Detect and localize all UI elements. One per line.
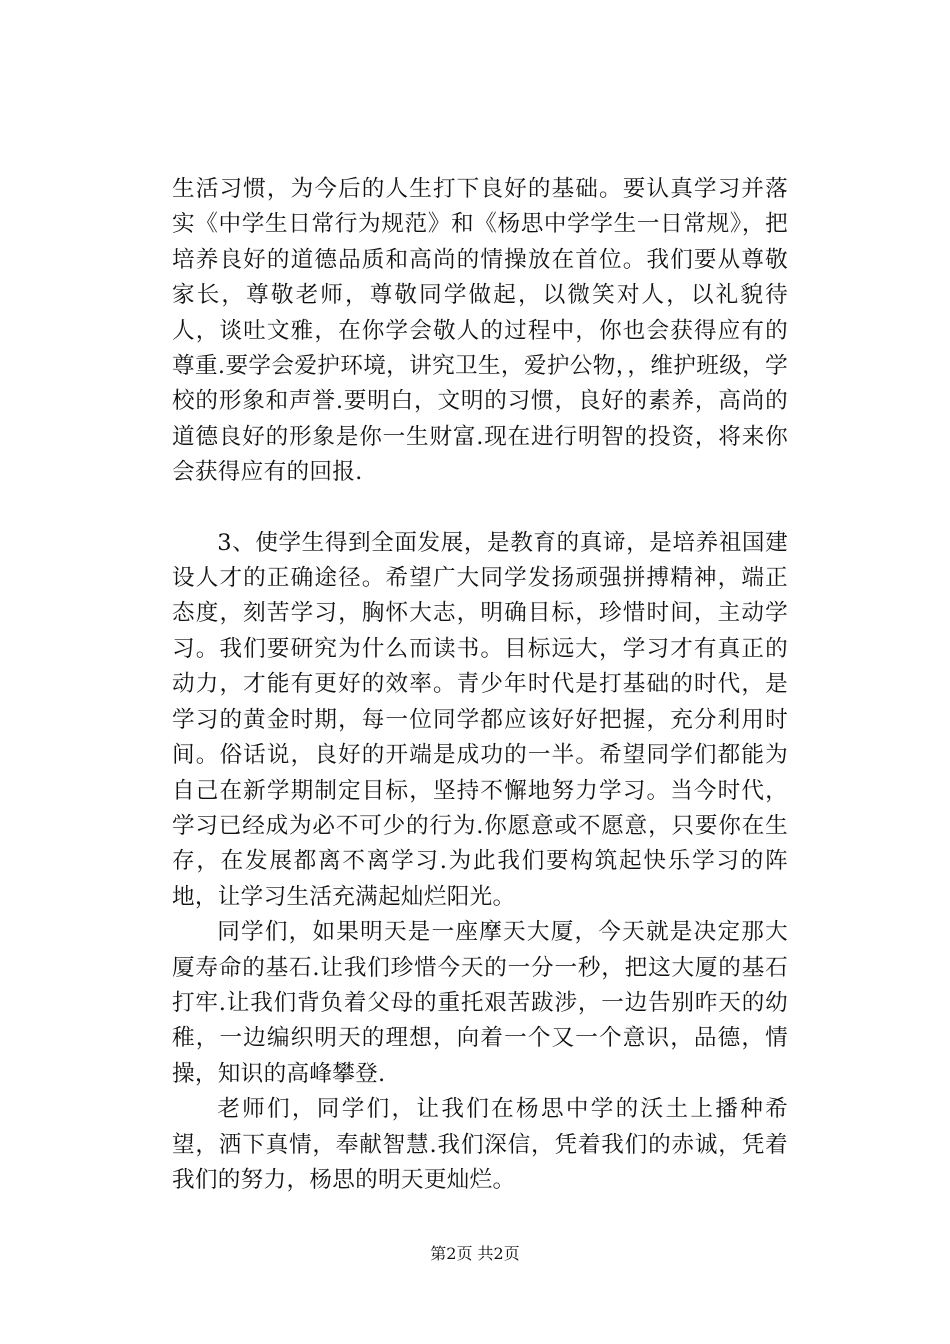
- paragraph-habits: 生活习惯，为今后的人生打下良好的基础。要认真学习并落实《中学生日常行为规范》和《杨思中学学生一日常规》，把培养良好的道德品质和高尚的情操放在首位。我们要从尊敬家长，尊敬老师，尊敬同学做起，以微笑对人，以礼貌待人，谈吐文雅，在你学会敬人的过程中，你也会获得应有的尊重.要学会爱护环境，讲究卫生，爱护公物，，维护班级，学校的形象和声誉.要明白，文明的习惯，良好的素养，高尚的道德良好的形象是你一生财富.现在进行明智的投资，将来你会获得应有的回报.: [172, 176, 788, 486]
- paragraph-closing: 老师们，同学们，让我们在杨思中学的沃土上播种希望，洒下真情，奉献智慧.我们深信，凭着我们的赤诚，凭着我们的努力，杨思的明天更灿烂。: [172, 1096, 788, 1193]
- page-number-footer: 第2页 共2页: [430, 1244, 520, 1263]
- paragraph-gap: [172, 491, 788, 526]
- paragraph-tomorrow: 同学们，如果明天是一座摩天大厦，今天就是决定那大厦寿命的基石.让我们珍惜今天的一分一秒，把这大厦的基石打牢.让我们背负着父母的重托艰苦跋涉，一边告别昨天的幼稚，一边编织明天的理想，向着一个又一个意识，品德，情操，知识的高峰攀登.: [172, 919, 788, 1087]
- document-body: [172, 172, 788, 1198]
- paragraph-development: 3、使学生得到全面发展，是教育的真谛，是培养祖国建设人才的正确途径。希望广大同学发扬顽强拼搏精神，端正态度，刻苦学习，胸怀大志，明确目标，珍惜时间，主动学习。我们要研究为什么而读书。目标远大，学习才有真正的动力，才能有更好的效率。青少年时代是打基础的时代，是学习的黄金时期，每一位同学都应该好好把握，充分利用时间。俗话说，良好的开端是成功的一半。希望同学们都能为自己在新学期制定目标，坚持不懈地努力学习。当今时代，学习已经成为必不可少的行为.你愿意或不愿意，只要你在生存，在发展都离不离学习.为此我们要构筑起快乐学习的阵地，让学习生活充满起灿烂阳光。: [172, 529, 788, 910]
